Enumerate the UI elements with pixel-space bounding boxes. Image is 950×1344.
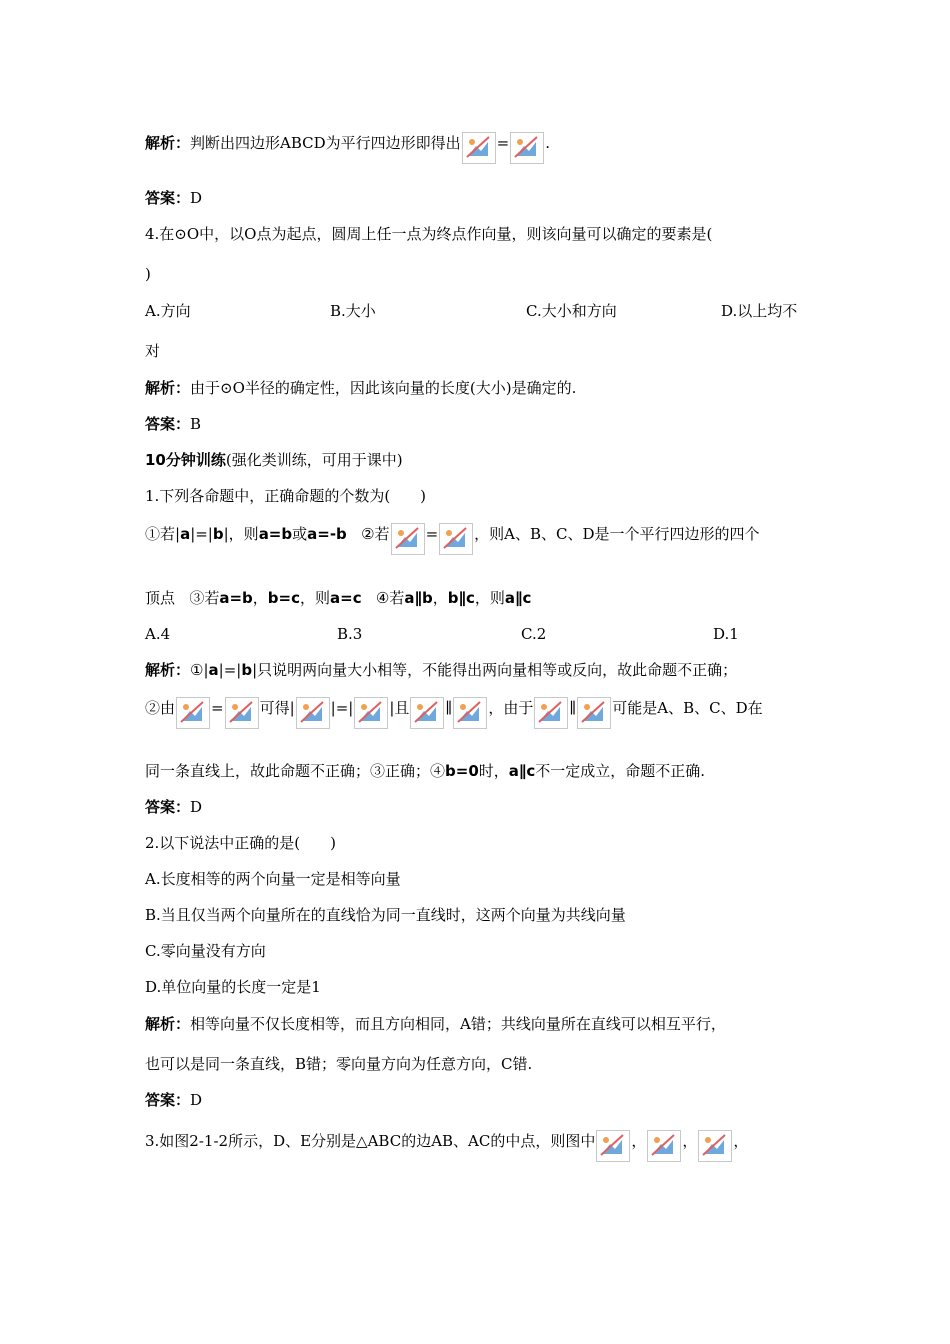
answer-line bbox=[145, 188, 202, 208]
vector-image-placeholder bbox=[698, 1130, 732, 1162]
answer-line bbox=[145, 797, 202, 817]
analysis-text: 相等向量不仅长度相等，而且方向相同，A错；共线向量所在直线可以相互平行， bbox=[190, 1015, 726, 1033]
analysis-line bbox=[145, 1014, 726, 1034]
question-4: 4.在⊙O中，以O点为起点，圆周上任一点为终点作向量，则该向量可以确定的要素是( bbox=[145, 225, 713, 243]
answer-text: D bbox=[190, 798, 203, 816]
analysis-label: 解析： bbox=[145, 134, 191, 152]
analysis-text: 由于⊙O半径的确定性，因此该向量的长度(大小)是确定的. bbox=[190, 379, 577, 397]
problem-1: 1.下列各命题中，正确命题的个数为( ) bbox=[145, 487, 427, 505]
option-a: A.长度相等的两个向量一定是相等向量 bbox=[145, 870, 401, 888]
vector-image-placeholder bbox=[462, 132, 496, 164]
option-c: C.2 bbox=[521, 625, 547, 643]
option-b: B.大小 bbox=[330, 302, 376, 320]
option-d: D.1 bbox=[713, 625, 739, 643]
answer-label: 答案： bbox=[145, 798, 191, 816]
answer-line bbox=[145, 1090, 202, 1110]
option-d: D.单位向量的长度一定是1 bbox=[145, 978, 321, 996]
vector-image-placeholder bbox=[296, 697, 330, 729]
section-subtitle: (强化类训练，可用于课中) bbox=[225, 451, 403, 469]
answer-label: 答案： bbox=[145, 1091, 191, 1109]
answer-label: 答案： bbox=[145, 415, 191, 433]
analysis-label: 解析： bbox=[145, 1015, 191, 1033]
option-c: C.零向量没有方向 bbox=[145, 942, 266, 960]
answer-text: D bbox=[190, 1091, 203, 1109]
analysis-line-3: 同一条直线上，故此命题不正确；③正确；④b=0时，a∥c不一定成立，命题不正确. bbox=[145, 762, 706, 780]
vector-image-placeholder bbox=[534, 697, 568, 729]
answer-text: B bbox=[190, 415, 202, 433]
analysis-text: 判断出四边形ABCD为平行四边形即得出 bbox=[190, 134, 461, 152]
option-b: B.当且仅当两个向量所在的直线恰为同一直线时，这两个向量为共线向量 bbox=[145, 906, 626, 924]
vector-image-placeholder bbox=[510, 132, 544, 164]
option-c: C.大小和方向 bbox=[526, 302, 617, 320]
analysis-label: 解析： bbox=[145, 379, 191, 397]
vector-image-placeholder bbox=[225, 697, 259, 729]
analysis-line: 解析：①|a|=|b|只说明两向量大小相等，不能得出两向量相等或反向，故此命题不正确； bbox=[145, 661, 738, 679]
option-a: A.4 bbox=[145, 625, 171, 643]
answer-text: D bbox=[190, 189, 203, 207]
analysis-label: 解析： bbox=[145, 661, 191, 679]
problem-2: 2.以下说法中正确的是( ) bbox=[145, 834, 337, 852]
problem-1-statements-cont: 顶点 ③若a=b，b=c，则a=c ④若a∥b，b∥c，则a∥c bbox=[145, 589, 532, 607]
vector-image-placeholder bbox=[647, 1130, 681, 1162]
answer-line bbox=[145, 414, 201, 434]
question-4-close: ) bbox=[145, 265, 151, 283]
analysis-line-1: 解析：判断出四边形ABCD为平行四边形即得出 = . bbox=[145, 132, 550, 164]
vector-image-placeholder bbox=[439, 523, 473, 555]
analysis-line-2: 也可以是同一条直线，B错；零向量方向为任意方向，C错. bbox=[145, 1055, 533, 1073]
vector-image-placeholder bbox=[596, 1130, 630, 1162]
section-heading bbox=[145, 450, 403, 470]
vector-image-placeholder bbox=[391, 523, 425, 555]
answer-label: 答案： bbox=[145, 189, 191, 207]
vector-image-placeholder bbox=[453, 697, 487, 729]
option-d-continued: 对 bbox=[145, 342, 161, 360]
vector-image-placeholder bbox=[176, 697, 210, 729]
option-d: D.以上均不 bbox=[721, 302, 798, 320]
analysis-line-2: ②由 = 可得| |=| |且 ∥ ，由于 ∥ 可能是A、B、C、D在 bbox=[145, 697, 763, 729]
section-title: 10分钟训练 bbox=[145, 451, 226, 469]
option-a: A.方向 bbox=[145, 302, 191, 320]
analysis-line bbox=[145, 378, 576, 398]
vector-image-placeholder bbox=[410, 697, 444, 729]
option-b: B.3 bbox=[337, 625, 363, 643]
problem-3: 3.如图2-1-2所示，D、E分别是△ABC的边AB、AC的中点，则图中 ， ， ， bbox=[145, 1130, 748, 1162]
problem-1-statements: ①若|a|=|b|，则a=b或a=-b ②若 = ，则A、B、C、D是一个平行四边形的四个 bbox=[145, 523, 760, 555]
vector-image-placeholder bbox=[577, 697, 611, 729]
vector-image-placeholder bbox=[354, 697, 388, 729]
